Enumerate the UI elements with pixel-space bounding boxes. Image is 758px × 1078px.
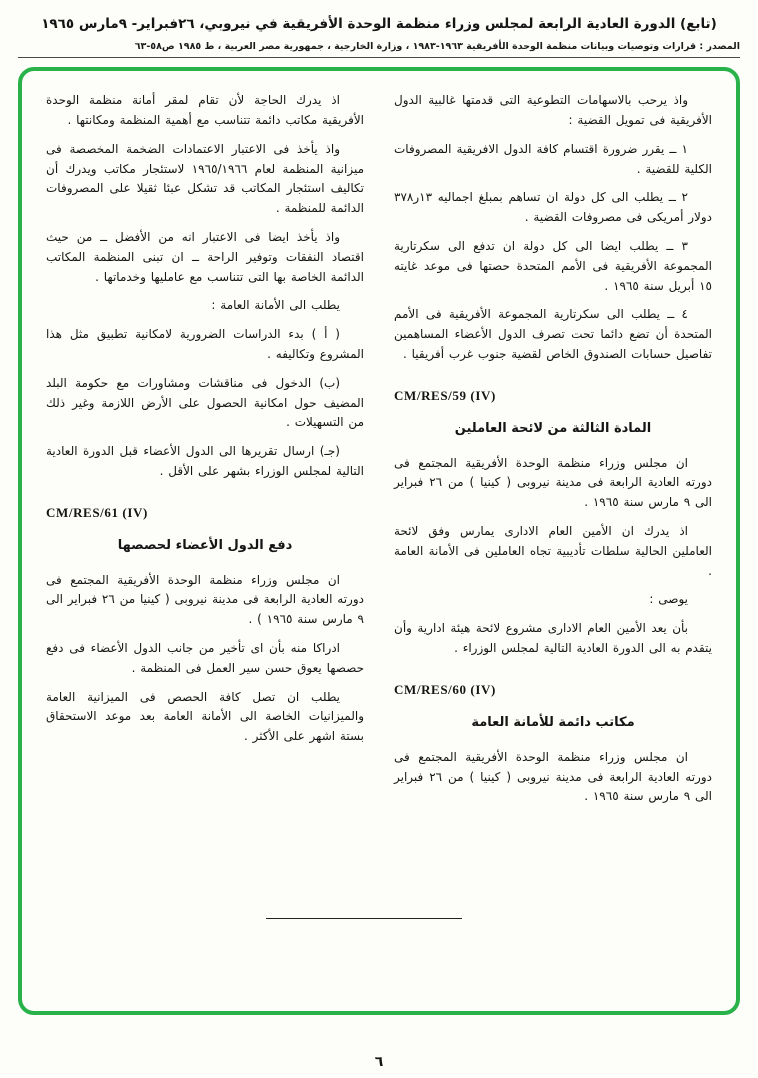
- paragraph: واذ يأخذ ايضا فى الاعتبار انه من الأفضل ــ من حيث اقتصاد النفقات وتوفير الراحة ــ ان تبنى المنظمة المكاتب الدائمة الخاصة بها التى تتناسب مع عامليها وخدماتها .: [46, 230, 364, 284]
- paragraph: يوصى :: [649, 592, 688, 607]
- page-number: ٦: [374, 1054, 384, 1070]
- paragraph: ان مجلس وزراء منظمة الوحدة الأفريقية المجتمع فى دورته العادية الرابعة فى مدينة نيروبى ( كينيا ) من ٢٦ فبراير الى ٩ مارس سنة ١٩٦٥ .: [394, 749, 712, 804]
- column-left: [46, 91, 364, 997]
- header-rule: [18, 57, 740, 58]
- numbered-item: ٢ ــ يطلب الى كل دولة ان تساهم بمبلغ اجماليه ١٣ر٣٧٨ دولار أمريكى فى مصروفات القضية .: [394, 190, 712, 225]
- paragraph: ان مجلس وزراء منظمة الوحدة الأفريقية المجتمع فى دورته العادية الرابعة فى مدينة نيروبى ( كينيا من ٢٦ فبراير الى ٩ مارس سنة ١٩٦٥ ) .: [46, 572, 364, 627]
- paragraph: ان مجلس وزراء منظمة الوحدة الأفريقية المجتمع فى دورته العادية الرابعة فى مدينة نيروبى ( كينيا ) من ٢٦ فبراير الى ٩ مارس سنة ١٩٦٥ .: [394, 455, 712, 510]
- paragraph: ادراكا منه بأن اى تأخير من جانب الدول الأعضاء فى دفع حصصها يعوق حسن سير العمل فى المنظمة .: [46, 641, 364, 675]
- paragraph: يطلب الى الأمانة العامة :: [211, 298, 340, 313]
- paragraph: واذ يأخذ فى الاعتبار الاعتمادات الضخمة المخصصة فى ميزانية المنظمة لعام ١٩٦٥/١٩٦٦ لاستئجار مكاتب ويدرك أن تكاليف استئجار المكاتب قد تشكل عبئا ثقيلا على المصروفات الدائمة للمنظمة .: [46, 141, 365, 216]
- paragraph: اذ يدرك الحاجة لأن تقام لمقر أمانة منظمة الوحدة الأفريقية مكاتب دائمة تتناسب مع أهمية المنظمة ومكانتها .: [46, 93, 364, 128]
- resolution-code: CM/RES/59 (IV): [394, 387, 496, 403]
- content-border: [18, 67, 740, 1015]
- numbered-item: ٣ ــ يطلب ايضا الى كل دولة ان تدفع الى سكرتارية المجموعة الأفريقية فى الأمم المتحدة حصتها فى موعد غايته ١٥ أبريل سنة ١٩٦٥ .: [394, 239, 712, 293]
- section-heading: مكاتب دائمة للأمانة العامة: [471, 715, 635, 731]
- resolution-code: CM/RES/61 (IV): [46, 504, 148, 520]
- paragraph: اذ يدرك ان الأمين العام الادارى يمارس وفق لائحة العاملين الحالية سلطات تأديبية تجاه العاملين فى الأمانة العامة .: [394, 524, 712, 578]
- numbered-item: ١ ــ يقرر ضرورة اقتسام كافة الدول الافريقية المصروفات الكلية للقضية .: [394, 141, 712, 176]
- lettered-item: (جـ) ارسال تقريرها الى الدول الأعضاء قبل الدورة العادية التالية لمجلس الوزراء بشهر على الأقل .: [46, 444, 364, 478]
- lettered-item: (ب) الدخول فى مناقشات ومشاورات مع حكومة البلد المضيف حول امكانية الحصول على الأرض اللازمة وغير ذلك من التسهيلات .: [46, 375, 364, 430]
- paragraph: بأن يعد الأمين العام الادارى مشروع لائحة هيئة ادارية وأن يتقدم به الى الدورة العادية التالية لمجلس الوزراء .: [394, 621, 712, 656]
- section-heading: دفع الدول الأعضاء لحصصها: [117, 538, 293, 554]
- numbered-item: ٤ ــ يطلب الى سكرتارية المجموعة الأفريقية فى الأمم المتحدة أن تضع دائما تحت تصرف الدول الأعضاء المساهمين تفاصيل حسابات الصندوق الخاص لقضية جنوب غرب أفريقيا .: [394, 307, 712, 362]
- footnote-rule: [266, 918, 462, 919]
- paragraph: يطلب ان تصل كافة الحصص فى الميزانية العامة والميزانيات الخاصة الى الأمانة العامة بعد موعد الاستحقاق بستة اشهر على الأكثر .: [46, 689, 364, 744]
- text-columns: [46, 91, 712, 997]
- page-header: [18, 14, 740, 58]
- section-heading: المادة الثالثة من لائحة العاملين: [454, 421, 652, 437]
- paragraph: واذ يرحب بالاسهامات التطوعية التى قدمتها غالبية الدول الأفريقية فى تمويل القضية :: [394, 93, 712, 128]
- header-source: المصدر : قرارات وتوصيات وبيانات منظمة الوحدة الأفريقية ١٩٦٣-١٩٨٣ ، وزارة الخارجية ، جمهورية مصر العربية ، ط ١٩٨٥ ص٥٨-٦٣: [134, 41, 740, 53]
- resolution-code: CM/RES/60 (IV): [394, 681, 496, 697]
- header-title: (تابع) الدورة العادية الرابعة لمجلس وزراء منظمة الوحدة الأفريقية في نيروبي، ٢٦فبراير- ٩مارس ١٩٦٥: [41, 16, 717, 32]
- lettered-item: ( أ ) بدء الدراسات الضرورية لامكانية تطبيق مثل هذا المشروع وتكاليفه .: [46, 327, 364, 362]
- column-right: [394, 91, 712, 997]
